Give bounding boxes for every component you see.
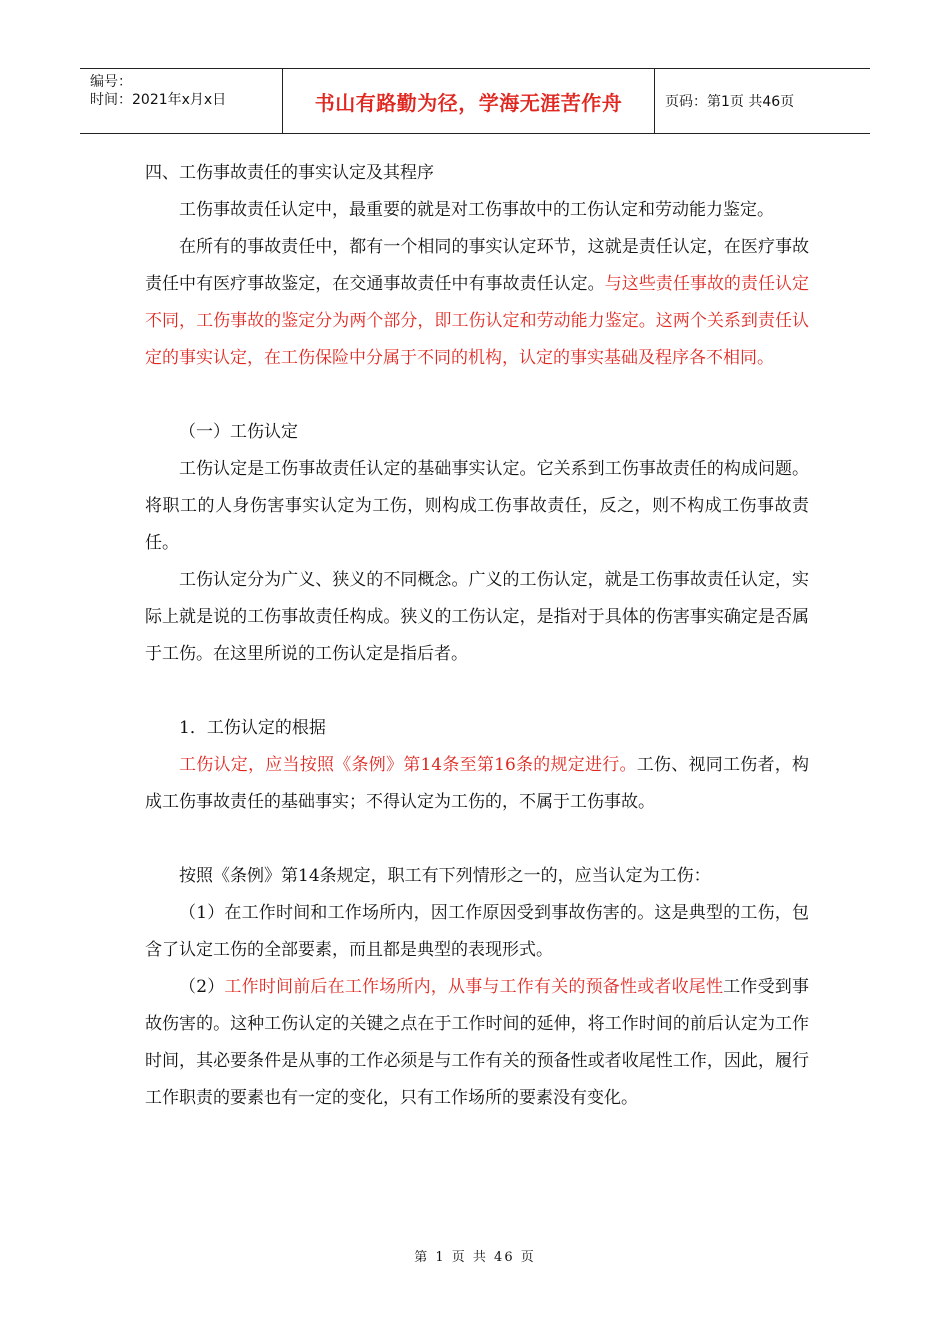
document-number-label: 编号： [90,74,132,90]
highlighted-text: 工作时间前后在工作场所内，从事与工作有关的预备性或者收尾性 [224,977,724,997]
document-body [145,155,809,1117]
page-footer: 第 1 页 共 46 页 [414,1250,536,1265]
header-motto: 书山有路勤为径，学海无涯苦作舟 [283,69,655,133]
paragraph-text: （2） [179,977,225,997]
paragraph: 工伤事故责任认定中，最重要的就是对工伤事故中的工伤认定和劳动能力鉴定。 [179,200,774,220]
document-header [80,68,870,134]
paragraph-text: 在所有的事故责任中，都有一个相同的事实认定环节，这就是责任认定，在医疗事故责任中有医疗事故鉴定，在交通事故责任中有事故责任认定。 [145,237,809,294]
paragraph: （1）在工作时间和工作场所内，因工作原因受到事故伤害的。这是典型的工伤，包含了认定工伤的全部要素，而且都是典型的表现形式。 [145,903,809,960]
paragraph-text: 工作受到事故伤害的。这种工伤认定的关键之点在于工作时间的延伸，将工作时间的前后认定为工作时间，其必要条件是从事的工作必须是与工作有关的预备性或者收尾性工作，因此，履行工作职责的要素也有一定的变化，只有工作场所的要素没有变化。 [145,977,809,1108]
header-page-info: 页码：第1页 共46页 [665,94,795,110]
paragraph [145,229,809,377]
paragraph: 工伤认定分为广义、狭义的不同概念。广义的工伤认定，就是工伤事故责任认定，实际上就是说的工伤事故责任构成。狭义的工伤认定，是指对于具体的伤害事实确定是否属于工伤。在这里所说的工伤认定是指后者。 [145,570,809,664]
subsection-title: （一）工伤认定 [179,422,298,442]
paragraph [145,747,809,821]
document-date-label: 时间：2021年x月x日 [90,92,227,108]
paragraph: 按照《条例》第14条规定，职工有下列情形之一的，应当认定为工伤： [179,866,711,886]
paragraph-text: 工伤、视同工伤者，构成工伤事故责任的基础事实；不得认定为工伤的，不属于工伤事故。 [145,755,810,812]
paragraph: 工伤认定是工伤事故责任认定的基础事实认定。它关系到工伤事故责任的构成问题。将职工的人身伤害事实认定为工伤，则构成工伤事故责任，反之，则不构成工伤事故责任。 [145,459,809,553]
item-title: 1．工伤认定的根据 [179,718,326,738]
highlighted-text: 工伤认定，应当按照《条例》第14条至第16条的规定进行。 [179,755,637,775]
header-meta [80,69,283,133]
paragraph [145,969,809,1117]
highlighted-text: 与这些责任事故的责任认定不同，工伤事故的鉴定分为两个部分，即工伤认定和劳动能力鉴定。这两个关系到责任认定的事实认定，在工伤保险中分属于不同的机构，认定的事实基础及程序各不相同。 [145,274,810,368]
section-title: 四、工伤事故责任的事实认定及其程序 [145,163,434,183]
